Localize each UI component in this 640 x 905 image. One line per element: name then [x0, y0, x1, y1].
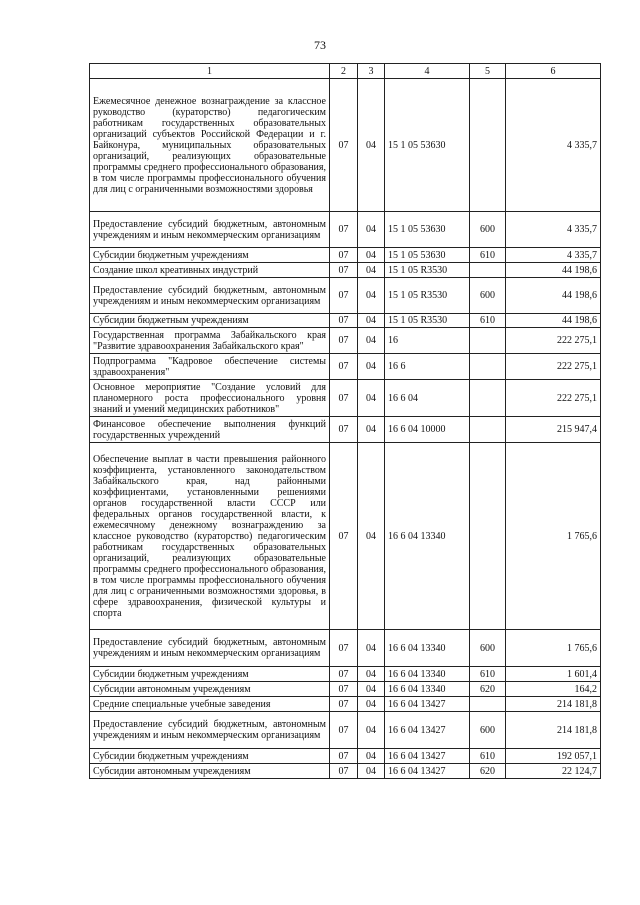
cell-rz: 07 — [330, 712, 358, 749]
cell-sum: 214 181,8 — [506, 712, 601, 749]
cell-sum: 164,2 — [506, 682, 601, 697]
cell-pr: 04 — [358, 697, 385, 712]
table-body — [90, 79, 601, 779]
cell-vr: 610 — [470, 749, 506, 764]
cell-sum: 22 124,7 — [506, 764, 601, 779]
cell-csr: 16 6 04 13427 — [385, 712, 470, 749]
cell-pr: 04 — [358, 248, 385, 263]
cell-pr: 04 — [358, 682, 385, 697]
cell-vr: 600 — [470, 630, 506, 667]
cell-sum: 4 335,7 — [506, 212, 601, 248]
cell-sum: 4 335,7 — [506, 79, 601, 212]
cell-pr: 04 — [358, 764, 385, 779]
cell-vr — [470, 354, 506, 380]
cell-name: Предоставление субсидий бюджетным, автономным учреждениям и иным некоммерческим организациям — [90, 278, 330, 314]
cell-rz: 07 — [330, 667, 358, 682]
cell-csr: 16 6 04 13340 — [385, 682, 470, 697]
cell-name: Подпрограмма "Кадровое обеспечение системы здравоохранения" — [90, 354, 330, 380]
cell-sum: 222 275,1 — [506, 380, 601, 417]
cell-name: Предоставление субсидий бюджетным, автономным учреждениям и иным некоммерческим организациям — [90, 712, 330, 749]
table-row — [90, 682, 601, 697]
cell-sum: 1 765,6 — [506, 443, 601, 630]
cell-name: Предоставление субсидий бюджетным, автономным учреждениям и иным некоммерческим организациям — [90, 212, 330, 248]
cell-csr: 16 6 04 10000 — [385, 417, 470, 443]
cell-rz: 07 — [330, 314, 358, 328]
header-col-6: 6 — [506, 64, 601, 79]
cell-pr: 04 — [358, 328, 385, 354]
cell-rz: 07 — [330, 263, 358, 278]
header-col-1: 1 — [90, 64, 330, 79]
cell-pr: 04 — [358, 354, 385, 380]
cell-name: Основное мероприятие "Создание условий для планомерного роста профессионального уровня знаний и умений медицинских работников" — [90, 380, 330, 417]
cell-vr — [470, 417, 506, 443]
header-col-5: 5 — [470, 64, 506, 79]
cell-csr: 15 1 05 53630 — [385, 79, 470, 212]
cell-rz: 07 — [330, 749, 358, 764]
cell-vr: 600 — [470, 712, 506, 749]
cell-sum: 1 765,6 — [506, 630, 601, 667]
cell-sum: 192 057,1 — [506, 749, 601, 764]
cell-csr: 16 6 04 13340 — [385, 667, 470, 682]
table-row — [90, 443, 601, 630]
cell-pr: 04 — [358, 749, 385, 764]
table-row — [90, 278, 601, 314]
cell-name: Субсидии бюджетным учреждениям — [90, 248, 330, 263]
cell-rz: 07 — [330, 417, 358, 443]
cell-vr: 610 — [470, 667, 506, 682]
table-row — [90, 380, 601, 417]
budget-table — [89, 63, 601, 779]
cell-csr: 16 6 04 13427 — [385, 697, 470, 712]
cell-name: Предоставление субсидий бюджетным, автономным учреждениям и иным некоммерческим организациям — [90, 630, 330, 667]
cell-pr: 04 — [358, 667, 385, 682]
cell-rz: 07 — [330, 354, 358, 380]
cell-rz: 07 — [330, 328, 358, 354]
cell-rz: 07 — [330, 764, 358, 779]
cell-csr: 16 6 04 13340 — [385, 630, 470, 667]
table-row — [90, 749, 601, 764]
cell-sum: 222 275,1 — [506, 354, 601, 380]
cell-rz: 07 — [330, 443, 358, 630]
cell-rz: 07 — [330, 682, 358, 697]
cell-vr — [470, 328, 506, 354]
cell-name: Субсидии автономным учреждениям — [90, 682, 330, 697]
table-row — [90, 417, 601, 443]
table-row — [90, 712, 601, 749]
cell-vr: 620 — [470, 764, 506, 779]
cell-pr: 04 — [358, 212, 385, 248]
table-row — [90, 630, 601, 667]
cell-rz: 07 — [330, 697, 358, 712]
cell-vr: 610 — [470, 314, 506, 328]
cell-pr: 04 — [358, 278, 385, 314]
cell-pr: 04 — [358, 712, 385, 749]
cell-csr: 16 — [385, 328, 470, 354]
cell-vr — [470, 380, 506, 417]
cell-rz: 07 — [330, 630, 358, 667]
cell-name: Субсидии бюджетным учреждениям — [90, 749, 330, 764]
table-row — [90, 764, 601, 779]
cell-rz: 07 — [330, 278, 358, 314]
cell-vr — [470, 79, 506, 212]
table-row — [90, 667, 601, 682]
table-row — [90, 248, 601, 263]
table-header-row — [90, 64, 601, 79]
cell-csr: 15 1 05 R3530 — [385, 263, 470, 278]
cell-name: Средние специальные учебные заведения — [90, 697, 330, 712]
cell-csr: 16 6 04 13427 — [385, 764, 470, 779]
cell-sum: 44 198,6 — [506, 314, 601, 328]
cell-vr: 610 — [470, 248, 506, 263]
cell-vr — [470, 443, 506, 630]
cell-vr: 600 — [470, 278, 506, 314]
cell-pr: 04 — [358, 314, 385, 328]
table-row — [90, 314, 601, 328]
table-row — [90, 354, 601, 380]
cell-name: Финансовое обеспечение выполнения функций государственных учреждений — [90, 417, 330, 443]
cell-csr: 16 6 04 13340 — [385, 443, 470, 630]
cell-sum: 222 275,1 — [506, 328, 601, 354]
header-col-2: 2 — [330, 64, 358, 79]
cell-name: Субсидии бюджетным учреждениям — [90, 667, 330, 682]
cell-pr: 04 — [358, 263, 385, 278]
cell-rz: 07 — [330, 248, 358, 263]
cell-name: Создание школ креативных индустрий — [90, 263, 330, 278]
header-col-4: 4 — [385, 64, 470, 79]
cell-csr: 15 1 05 R3530 — [385, 314, 470, 328]
cell-name: Субсидии автономным учреждениям — [90, 764, 330, 779]
table-row — [90, 697, 601, 712]
cell-sum: 44 198,6 — [506, 278, 601, 314]
cell-vr — [470, 697, 506, 712]
table-row — [90, 263, 601, 278]
cell-rz: 07 — [330, 212, 358, 248]
cell-sum: 214 181,8 — [506, 697, 601, 712]
cell-rz: 07 — [330, 79, 358, 212]
cell-csr: 15 1 05 53630 — [385, 248, 470, 263]
cell-csr: 15 1 05 53630 — [385, 212, 470, 248]
cell-pr: 04 — [358, 417, 385, 443]
table-row — [90, 79, 601, 212]
cell-csr: 16 6 — [385, 354, 470, 380]
cell-vr: 600 — [470, 212, 506, 248]
cell-name: Обеспечение выплат в части превышения районного коэффициента, установленного законодательством Забайкальского края, над районными коэффициентами, установленными решениями органов государственной власти СССР или федеральных органов государственной власти, к ежемесячному денежному вознаграждению за классное руководство (кураторство) педагогическим работникам государственных образовательных организаций, реализующих образовательные программы среднего профессионального образования, в том числе программы профессионального обучения для лиц с ограниченными возможностями здоровья, в сфере здравоохранения, физической культуры и спорта — [90, 443, 330, 630]
cell-rz: 07 — [330, 380, 358, 417]
cell-sum: 1 601,4 — [506, 667, 601, 682]
header-col-3: 3 — [358, 64, 385, 79]
cell-sum: 4 335,7 — [506, 248, 601, 263]
cell-sum: 215 947,4 — [506, 417, 601, 443]
cell-csr: 16 6 04 — [385, 380, 470, 417]
cell-pr: 04 — [358, 79, 385, 212]
page-number: 73 — [314, 38, 326, 52]
cell-vr: 620 — [470, 682, 506, 697]
cell-name: Ежемесячное денежное вознаграждение за классное руководство (кураторство) педагогическим работникам государственных образовательных организаций субъектов Российской Федерации и г. Байконура, муниципальных образовательных организаций, реализующих образовательные программы среднего профессионального образования, в том числе программы профессионального обучения для лиц с ограниченными возможностями здоровья — [90, 79, 330, 212]
cell-name: Государственная программа Забайкальского края "Развитие здравоохранения Забайкальского края" — [90, 328, 330, 354]
cell-vr — [470, 263, 506, 278]
cell-sum: 44 198,6 — [506, 263, 601, 278]
cell-pr: 04 — [358, 380, 385, 417]
table-row — [90, 328, 601, 354]
cell-pr: 04 — [358, 630, 385, 667]
cell-name: Субсидии бюджетным учреждениям — [90, 314, 330, 328]
cell-csr: 16 6 04 13427 — [385, 749, 470, 764]
table-row — [90, 212, 601, 248]
cell-pr: 04 — [358, 443, 385, 630]
cell-csr: 15 1 05 R3530 — [385, 278, 470, 314]
